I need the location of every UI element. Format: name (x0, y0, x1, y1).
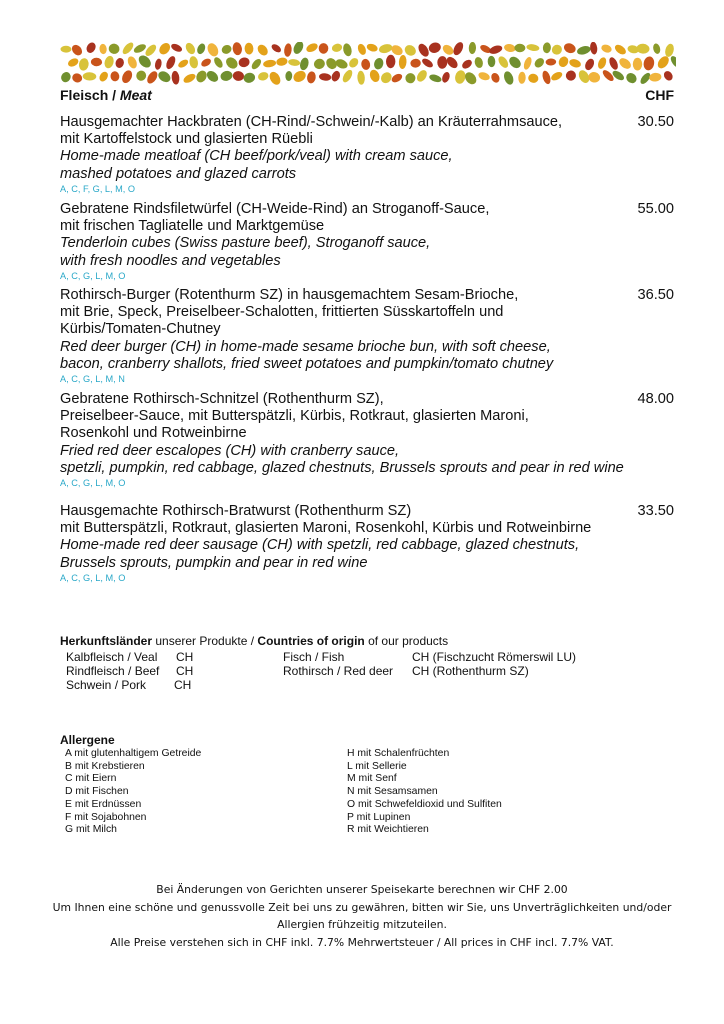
dish-price: 55.00 (637, 201, 674, 217)
footer-line: Bei Änderungen von Gerichten unserer Speisekarte berechnen wir CHF 2.00 (156, 883, 568, 896)
dish-name-en: spetzli, pumpkin, red cabbage, glazed chestnuts, Brussels sprouts and pear in red wine (60, 459, 624, 476)
leaf-icon (490, 72, 501, 84)
leaf-icon (220, 43, 233, 55)
leaf-icon (184, 42, 197, 56)
leaf-icon (533, 56, 546, 69)
dish-name-de: Kürbis/Tomaten-Chutney (60, 321, 221, 338)
dish-name-en: with fresh noodles and vegetables (60, 252, 281, 269)
leaf-icon (219, 70, 233, 83)
origin-country: CH (176, 650, 194, 664)
dish-name-de: Hausgemachter Hackbraten (CH-Rind/-Schwein/-Kalb) an Kräuterrahmsauce, (60, 114, 563, 130)
leaf-icon (164, 55, 177, 71)
leaf-icon (474, 56, 484, 69)
leaf-icon (121, 42, 135, 56)
leaf-icon (576, 45, 591, 56)
allergen-entry: G mit Milch (65, 824, 117, 836)
menu-item (60, 114, 674, 195)
leaf-icon (99, 44, 107, 55)
origin-country: CH (Rothenthurm SZ) (412, 664, 529, 678)
leaf-icon (284, 43, 293, 57)
dish-name-de: Rothirsch-Burger (Rotenthurm SZ) in hausgemachtem Sesam-Brioche, (60, 287, 519, 303)
allergen-entry: M mit Senf (347, 773, 397, 785)
leaf-icon (224, 55, 240, 71)
leaf-icon (496, 55, 510, 70)
dish-name-de: Hausgemachte Rothirsch-Bratwurst (Rothenthurm SZ) (60, 503, 412, 519)
origin-item: Kalbfleisch / Veal (66, 650, 158, 664)
leaf-icon (373, 57, 385, 71)
leaf-icon (624, 71, 638, 85)
origin-item: Schwein / Pork (66, 678, 147, 692)
countries-of-origin (60, 634, 577, 692)
allergen-entry: O mit Schwefeldioxid und Sulfiten (347, 798, 502, 810)
leaf-icon (522, 56, 533, 71)
origin-country: CH (176, 664, 194, 678)
footer-line: Um Ihnen eine schöne und genussvolle Zeit bei uns zu gewähren, bitten wir Sie, uns Unverträglichkeiten und/oder (52, 900, 672, 914)
leaf-icon (403, 43, 418, 58)
leaf-icon (306, 71, 316, 84)
leaf-icon (477, 71, 491, 82)
leaf-icon (356, 43, 367, 56)
leaf-icon (267, 70, 282, 86)
leaf-icon (67, 57, 80, 69)
currency-label: CHF (645, 87, 674, 103)
origin-title-de-bold: Herkunftsländer (60, 634, 153, 648)
leaf-icon (71, 72, 84, 84)
leaf-icon (441, 43, 455, 57)
leaf-icon (70, 43, 84, 58)
leaf-icon (390, 72, 403, 84)
dish-name-de: Gebratene Rothirsch-Schnitzel (Rothenthurm SZ), (60, 391, 384, 407)
leaf-icon (514, 44, 525, 53)
leaf-icon (200, 57, 213, 68)
leaf-icon (334, 58, 349, 71)
leaf-icon (319, 73, 332, 82)
origin-title-de: unserer Produkte / (152, 634, 258, 648)
allergen-entry: P mit Lupinen (347, 811, 411, 823)
leaf-icon (454, 69, 467, 84)
leaf-icon (341, 68, 354, 84)
leaf-icon (120, 69, 134, 85)
leaf-icon (256, 43, 270, 58)
leaf-icon (636, 43, 650, 54)
leaf-icon (633, 58, 642, 71)
leaf-icon (103, 55, 115, 70)
dish-price: 33.50 (637, 503, 674, 519)
leaf-icon (196, 42, 207, 55)
leaf-icon (331, 43, 343, 54)
origin-country: CH (174, 678, 192, 692)
leaf-icon (550, 70, 564, 82)
leaf-icon (182, 72, 197, 85)
leaf-icon (212, 56, 224, 69)
leaf-icon (568, 58, 582, 69)
allergen-entry: A mit glutenhaltigem Getreide (65, 748, 202, 759)
section-header (60, 87, 674, 103)
leaf-icon (342, 43, 353, 58)
leaf-icon (386, 55, 396, 69)
leaf-icon (205, 69, 221, 84)
dish-name-de: mit Kartoffelstock und glasierten Rüebli (60, 131, 313, 148)
leaf-icon (244, 43, 253, 55)
allergen-codes: A, C, F, G, L, M, O (60, 183, 136, 194)
leaf-icon (133, 42, 148, 54)
leaf-icon (238, 56, 251, 68)
leaf-icon (78, 58, 89, 72)
leaf-icon (541, 70, 552, 85)
leaf-icon (587, 71, 601, 84)
allergen-entry: L mit Sellerie (347, 760, 407, 772)
leaf-icon (487, 56, 495, 68)
leaf-icon (263, 59, 277, 68)
allergen-legend (60, 733, 620, 836)
leaf-icon (405, 73, 416, 84)
leaf-icon (545, 58, 556, 66)
footer-line: Allergien frühzeitig mitzuteilen. (277, 918, 447, 931)
menu-item (60, 287, 674, 385)
menu-item (60, 201, 674, 282)
leaf-icon (502, 70, 515, 86)
leaf-icon (468, 42, 476, 54)
leaf-icon (527, 73, 539, 84)
leaf-icon (171, 70, 180, 85)
dish-name-de: Preiselbeer-Sauce, mit Butterspätzli, Kürbis, Rotkraut, glasierten Maroni, (60, 408, 529, 425)
leaf-icon (398, 55, 407, 69)
leaf-icon (664, 43, 675, 58)
leaf-icon (669, 54, 676, 69)
allergen-entry: E mit Erdnüssen (65, 798, 142, 810)
leaf-icon (441, 71, 451, 84)
leaf-icon (60, 46, 71, 53)
dish-name-en: mashed potatoes and glazed carrots (60, 165, 297, 182)
leaf-icon (126, 55, 138, 70)
leaf-icon (368, 68, 381, 83)
dish-price: 48.00 (637, 391, 674, 407)
leaf-icon (652, 43, 661, 55)
allergen-entry: D mit Fischen (65, 786, 129, 798)
leaf-icon (613, 43, 627, 57)
leaf-icon (550, 43, 564, 57)
origin-item: Rothirsch / Red deer (283, 664, 394, 678)
leaf-icon (288, 58, 301, 66)
dish-name-de: Rosenkohl und Rotweinbirne (60, 425, 247, 442)
leaf-icon (156, 69, 172, 84)
origin-title-en-bold: Countries of origin (257, 634, 365, 648)
leaf-icon (136, 53, 153, 70)
leaf-icon (378, 43, 393, 55)
leaf-icon (503, 43, 516, 53)
leaf-icon (114, 57, 125, 69)
leaf-icon (416, 42, 431, 58)
allergen-entry: F mit Sojabohnen (65, 811, 147, 823)
origin-title-en: of our products (364, 634, 449, 648)
origin-country: CH (Fischzucht Römerswil LU) (412, 650, 577, 664)
leaf-icon (526, 43, 540, 52)
leaf-icon (428, 73, 442, 83)
leaf-icon (285, 71, 292, 81)
allergen-entry: N mit Sesamsamen (347, 786, 438, 798)
leaf-icon (357, 70, 365, 84)
leaf-icon (330, 70, 342, 83)
dish-name-de: mit Brie, Speck, Preiselbeer-Schalotten, frittierten Süsskartoffeln und (60, 304, 504, 321)
leaf-icon (608, 56, 620, 71)
allergen-list-right (347, 748, 502, 837)
origin-item: Rindfleisch / Beef (66, 664, 160, 678)
section-title: Fleisch / (60, 87, 120, 103)
leaf-icon (427, 42, 442, 55)
leaf-icon (305, 42, 319, 54)
leaf-icon (292, 42, 306, 56)
leaf-icon (170, 42, 183, 53)
dish-name-de: Gebratene Rindsfiletwürfel (CH-Weide-Rind) an Stroganoff-Sauce, (60, 201, 490, 217)
leaf-icon (347, 56, 360, 69)
leaf-icon (596, 56, 607, 70)
leaf-icon (85, 42, 98, 55)
leaf-icon (460, 58, 473, 70)
leaf-icon (437, 56, 447, 69)
allergen-legend-title: Allergene (60, 733, 115, 747)
dish-name-en: Tenderloin cubes (Swiss pasture beef), Stroganoff sauce, (60, 235, 431, 252)
leaf-icon (379, 70, 394, 85)
leaf-icon (542, 42, 551, 53)
allergen-codes: A, C, G, L, M, O (60, 478, 126, 489)
leaf-icon (177, 58, 190, 69)
leaf-icon (257, 71, 270, 82)
leaf-icon (583, 57, 595, 71)
footer-line: Alle Preise verstehen sich in CHF inkl. 7.7% Mehrwertsteuer / All prices in CHF incl. 7.7% VAT. (110, 935, 614, 949)
leaf-icon (366, 43, 379, 53)
leaf-icon (488, 44, 503, 56)
allergen-codes: A, C, G, L, M, N (60, 374, 125, 385)
leaf-icon (415, 68, 429, 83)
dish-name-en: Fried red deer escalopes (CH) with cranberry sauce, (60, 442, 400, 459)
dish-price: 36.50 (637, 287, 674, 303)
leaf-icon (564, 69, 578, 83)
leaf-icon (507, 54, 523, 70)
allergen-codes: A, C, G, L, M, O (60, 270, 126, 281)
leaf-icon (312, 57, 326, 70)
leaf-icon (154, 58, 162, 70)
leaf-icon (451, 42, 465, 57)
leaf-icon (557, 55, 570, 69)
section-title-en: Meat (119, 87, 152, 103)
leaf-icon (562, 42, 577, 55)
allergen-entry: B mit Krebstieren (65, 760, 145, 772)
leaf-icon (83, 72, 97, 81)
dish-name-en: Brussels sprouts, pumpkin and pear in red wine (60, 554, 368, 571)
leaf-icon (421, 57, 435, 69)
leaf-icon (145, 69, 159, 85)
leaf-icon (518, 72, 526, 84)
allergen-entry: R mit Weichtieren (347, 824, 429, 836)
dish-name-en: Home-made red deer sausage (CH) with spetzli, red cabbage, glazed chestnuts, (60, 537, 580, 554)
leaf-icon (649, 72, 662, 82)
leaf-icon (91, 58, 103, 67)
leaf-icon (135, 69, 148, 82)
dish-name-en: Home-made meatloaf (CH beef/pork/veal) with cream sauce, (60, 148, 453, 165)
leaf-icon (662, 69, 674, 82)
leaf-icon (299, 57, 310, 71)
leaf-icon (360, 58, 371, 70)
footer-notes (0, 881, 724, 951)
leaf-icon (110, 71, 120, 82)
autumn-leaves-banner (60, 42, 676, 86)
dish-name-en: Red deer burger (CH) in home-made sesame brioche bun, with soft cheese, (60, 338, 551, 355)
leaf-icon (276, 57, 288, 67)
origin-title (60, 634, 448, 649)
leaf-icon (194, 69, 208, 84)
menu-item (60, 391, 674, 489)
origin-item: Fisch / Fish (283, 650, 345, 664)
leaf-icon (291, 69, 307, 85)
leaf-icon (319, 43, 329, 54)
leaf-icon (98, 70, 110, 83)
leaf-icon (617, 56, 633, 71)
leaf-icon (410, 58, 421, 68)
allergen-entry: H mit Schalenfrüchten (347, 748, 450, 759)
leaf-icon (188, 56, 199, 70)
dish-name-de: mit Butterspätzli, Rotkraut, glasierten Maroni, Rosenkohl, Kürbis und Rotweinbirne (60, 520, 592, 537)
allergen-codes: A, C, G, L, M, O (60, 572, 126, 583)
menu-item (60, 503, 674, 584)
leaf-icon (589, 42, 598, 55)
leaf-icon (205, 42, 220, 58)
dish-name-en: bacon, cranberry shallots, fried sweet potatoes and pumpkin/tomato chutney (60, 355, 554, 372)
leaf-icon (600, 43, 613, 54)
leaf-icon (643, 56, 656, 72)
leaf-icon (232, 42, 243, 56)
dish-name-de: mit frischen Tagliatelle und Marktgemüse (60, 218, 325, 235)
dish-price: 30.50 (637, 114, 674, 130)
allergen-entry: C mit Eiern (65, 773, 117, 785)
leaf-icon (242, 71, 256, 84)
leaf-icon (601, 68, 615, 82)
leaf-icon (270, 43, 282, 54)
allergen-list-left (65, 748, 201, 837)
leaf-icon (157, 42, 172, 57)
leaf-icon (232, 71, 244, 82)
leaf-icon (250, 57, 263, 71)
leaf-icon (60, 70, 72, 84)
leaf-icon (144, 43, 159, 58)
leaf-icon (108, 43, 120, 55)
